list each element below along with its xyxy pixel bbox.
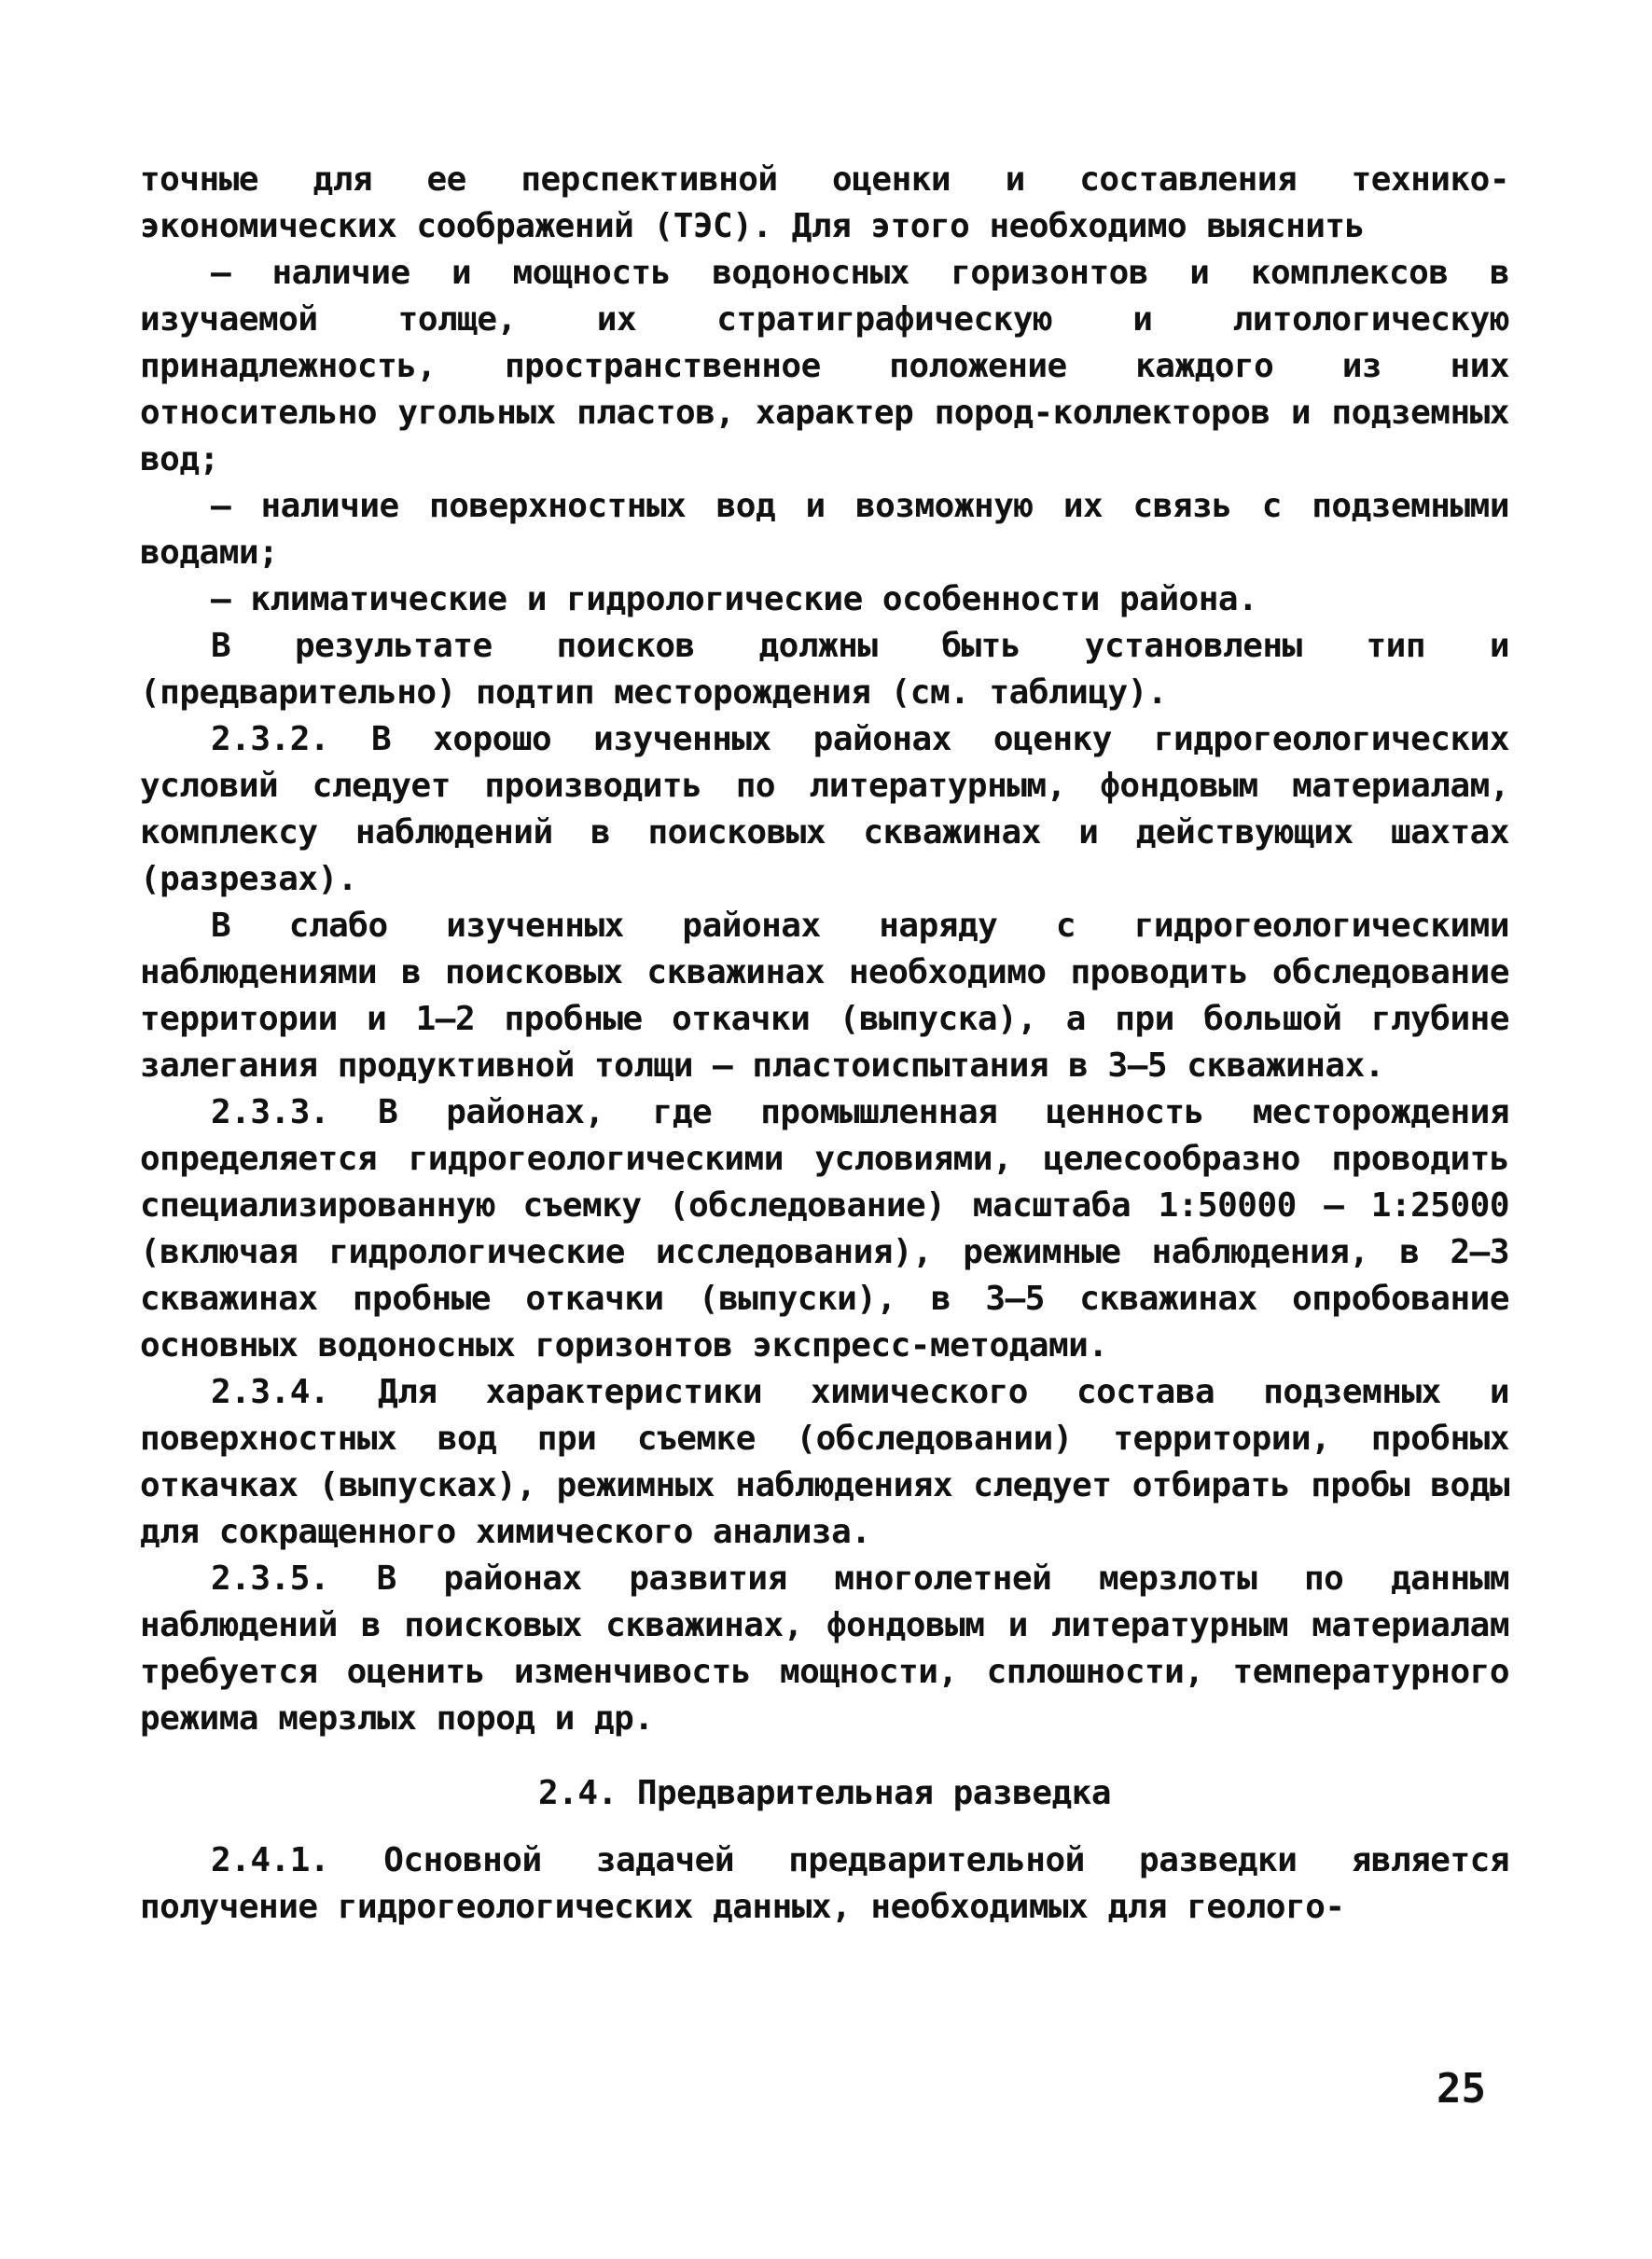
- list-item-surface-waters: – наличие поверхностных вод и возможную их связь с подземными водами;: [140, 487, 1509, 572]
- list-item-climate: – климатические и гидрологические особенности района.: [211, 580, 1258, 618]
- paragraph-search-results: В результате поисков должны быть установлены тип и (предварительно) подтип месторождения (см. таблицу).: [140, 627, 1509, 712]
- paragraph-2-3-5: 2.3.5. В районах развития многолетней мерзлоты по данным наблюдений в поисковых скважинах, фондовым и литературным материалам требуется оценить изменчивость мощности, сплошности, температурного режима мерзлых пород и др.: [140, 1559, 1509, 1738]
- section-heading: 2.4. Предварительная разведка: [537, 1774, 1112, 1812]
- list-item-aquifers: – наличие и мощность водоносных горизонтов и комплексов в изучаемой толще, их стратиграфическую и литологическую принадлежность, пространственное положение каждого из них относительно угольных пластов, характер пород-коллекторов и подземных вод;: [140, 254, 1509, 478]
- body-text: [140, 157, 1509, 1931]
- paragraph-poorly-studied: В слабо изученных районах наряду с гидрогеологическими наблюдениями в поисковых скважинах необходимо проводить обследование территории и 1–2 пробные откачки (выпуска), а при большой глубине залегания продуктивной толщи – пластоиспытания в 3–5 скважинах.: [140, 907, 1509, 1085]
- paragraph-2-3-3: 2.3.3. В районах, где промышленная ценность месторождения определяется гидрогеологическими условиями, целесообразно проводить специализированную съемку (обследование) масштаба 1:50000 – 1:25000 (включая гидрологические исследования), режимные наблюдения, в 2–3 скважинах пробные откачки (выпуски), в 3–5 скважинах опробование основных водоносных горизонтов экспресс-методами.: [140, 1093, 1509, 1365]
- paragraph-continuation: точные для ее перспективной оценки и составления технико-экономических соображений (ТЭС). Для этого необходимо выяснить: [140, 160, 1509, 245]
- paragraph-2-4-1: 2.4.1. Основной задачей предварительной разведки является получение гидрогеологических данных, необходимых для геолого-: [140, 1841, 1509, 1926]
- page-number: 25: [1437, 2065, 1486, 2113]
- paragraph-2-3-2: 2.3.2. В хорошо изученных районах оценку гидрогеологических условий следует производить по литературным, фондовым материалам, комплексу наблюдений в поисковых скважинах и действующих шахтах (разрезах).: [140, 720, 1509, 898]
- paragraph-2-3-4: 2.3.4. Для характеристики химического состава подземных и поверхностных вод при съемке (обследовании) территории, пробных откачках (выпусках), режимных наблюдениях следует отбирать пробы воды для сокращенного химического анализа.: [140, 1373, 1509, 1551]
